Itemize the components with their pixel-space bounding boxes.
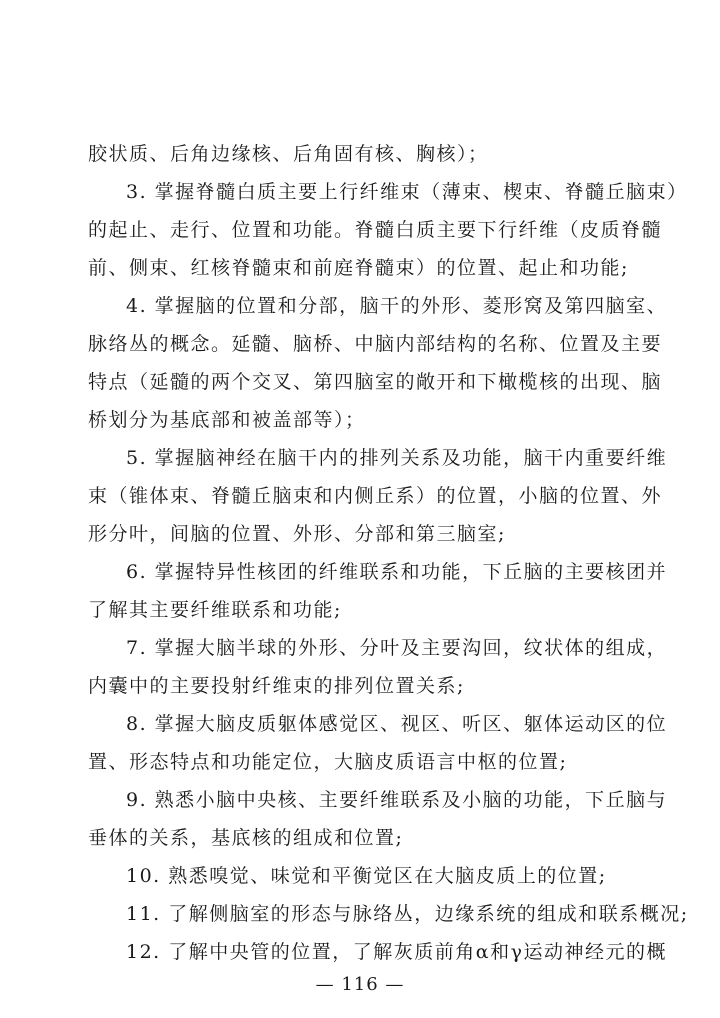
text-line-9: 5. 掌握脑神经在脑干内的排列关系及功能，脑干内重要纤维 — [126, 447, 668, 469]
text-line-11: 形分叶，间脑的位置、外形、分部和第三脑室; — [88, 523, 506, 545]
text-line-20: 10. 熟悉嗅觉、味觉和平衡觉区在大脑皮质上的位置; — [126, 865, 607, 887]
text-line-12: 6. 掌握特异性核团的纤维联系和功能，下丘脑的主要核团并 — [126, 561, 668, 583]
text-line-18: 9. 熟悉小脑中央核、主要纤维联系及小脑的功能，下丘脑与 — [126, 789, 668, 811]
text-line-10: 束（锥体束、脊髓丘脑束和内侧丘系）的位置，小脑的位置、外 — [88, 485, 663, 507]
text-line-17: 置、形态特点和功能定位，大脑皮质语言中枢的位置; — [88, 751, 568, 773]
text-line-13: 了解其主要纤维联系和功能; — [88, 599, 342, 621]
text-line-22: 12. 了解中央管的位置，了解灰质前角α和γ运动神经元的概 — [126, 941, 667, 963]
text-line-3: 的起止、走行、位置和功能。脊髓白质主要下行纤维（皮质脊髓 — [88, 219, 663, 241]
text-line-15: 内囊中的主要投射纤维束的排列位置关系; — [88, 675, 465, 697]
text-line-8: 桥划分为基底部和被盖部等）； — [88, 409, 366, 431]
text-line-21: 11. 了解侧脑室的形态与脉络丛，边缘系统的组成和联系概况; — [126, 903, 689, 925]
page-number: — 116 — — [315, 974, 405, 995]
text-line-14: 7. 掌握大脑半球的外形、分叶及主要沟回，纹状体的组成， — [126, 637, 668, 659]
text-line-2: 3. 掌握脊髓白质主要上行纤维束（薄束、楔束、脊髓丘脑束） — [126, 181, 688, 203]
text-line-7: 特点（延髓的两个交叉、第四脑室的敞开和下橄榄核的出现、脑 — [88, 371, 663, 393]
text-line-19: 垂体的关系，基底核的组成和位置; — [88, 827, 404, 849]
text-line-6: 脉络丛的概念。延髓、脑桥、中脑内部结构的名称、位置及主要 — [88, 333, 663, 355]
text-line-4: 前、侧束、红核脊髓束和前庭脊髓束）的位置、起止和功能; — [88, 257, 629, 279]
text-line-1: 胶状质、后角边缘核、后角固有核、胸核）； — [88, 143, 489, 165]
text-line-5: 4. 掌握脑的位置和分部，脑干的外形、菱形窝及第四脑室、 — [126, 295, 668, 317]
text-line-16: 8. 掌握大脑皮质躯体感觉区、视区、听区、躯体运动区的位 — [126, 713, 668, 735]
